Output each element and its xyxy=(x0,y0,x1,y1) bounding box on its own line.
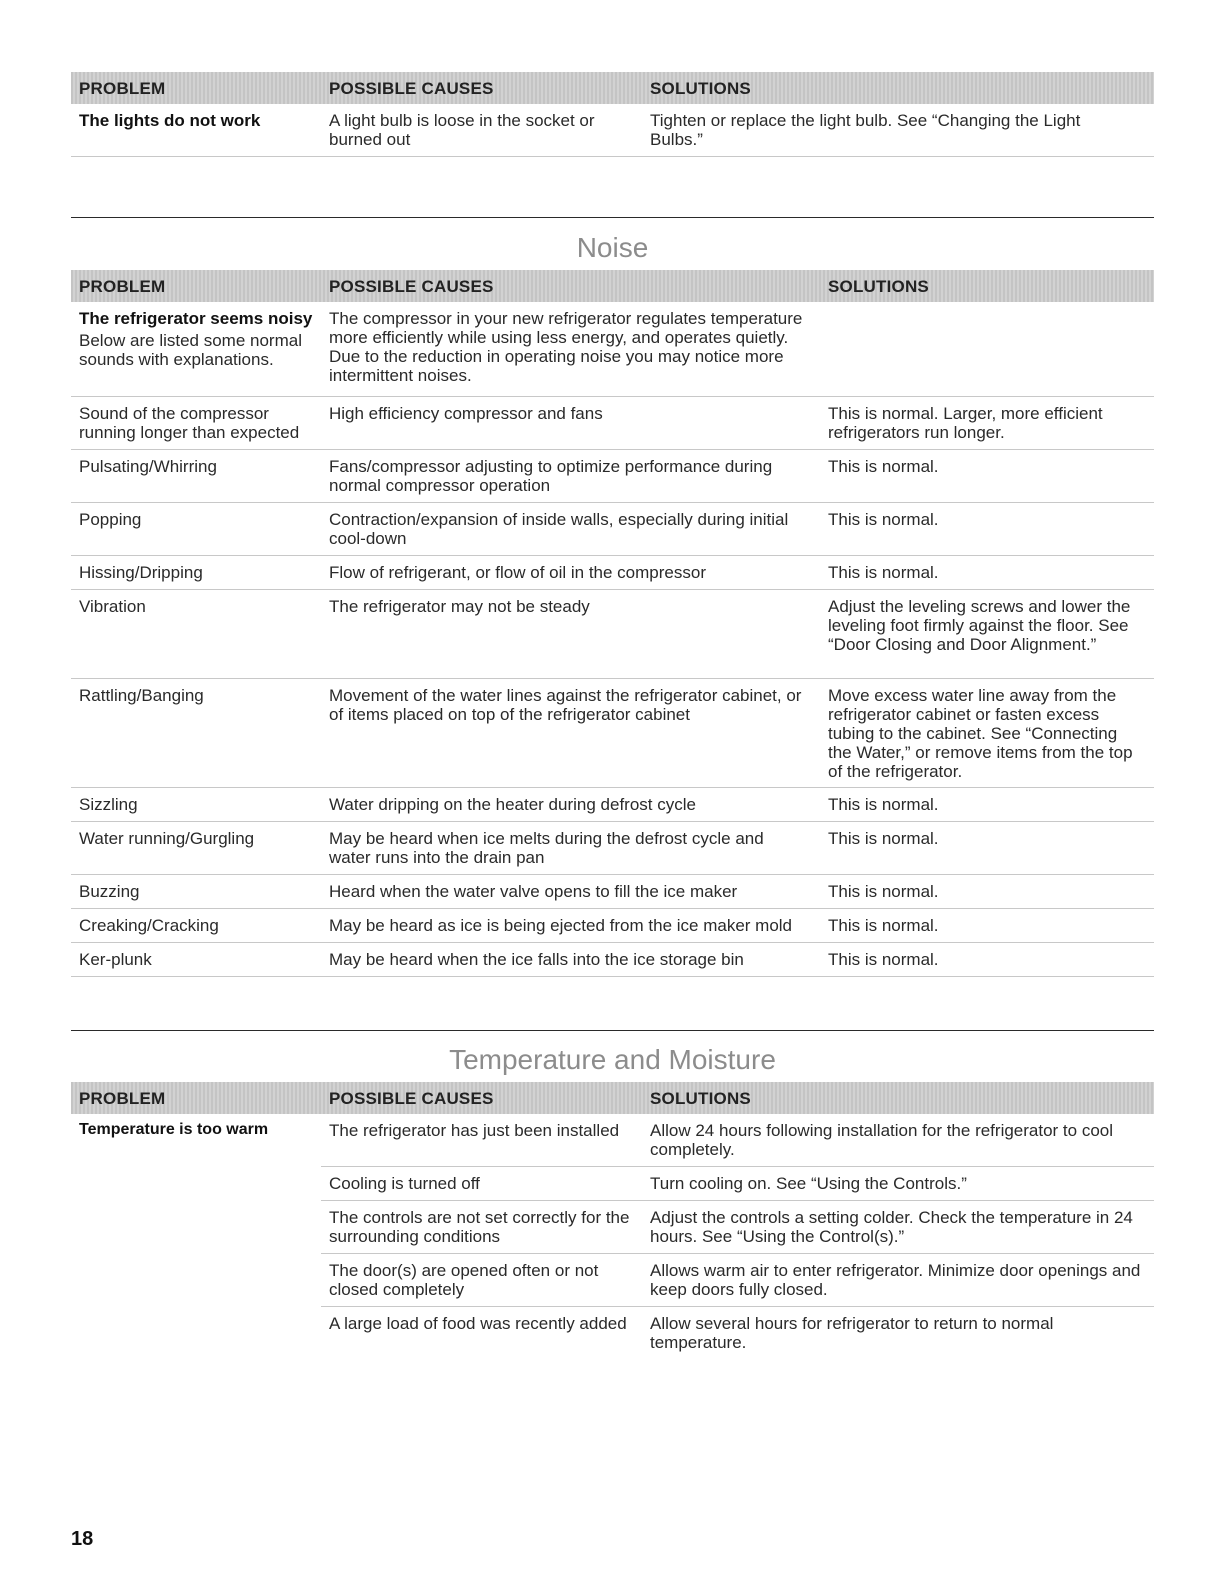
solution-cell: Allows warm air to enter refrigerator. Minimize door openings and keep doors fully closed. xyxy=(650,1261,1141,1299)
solution-cell: This is normal. xyxy=(828,916,939,935)
table-row xyxy=(71,302,1154,397)
table-row xyxy=(71,104,1154,157)
problem-cell: Rattling/Banging xyxy=(79,686,204,705)
cause-cell: The door(s) are opened often or not closed completely xyxy=(329,1261,599,1299)
noise-table xyxy=(71,270,1154,977)
cause-cell: High efficiency compressor and fans xyxy=(329,404,603,423)
table-row xyxy=(321,1307,1154,1359)
solution-cell: This is normal. xyxy=(828,563,939,582)
table-row xyxy=(321,1114,1154,1167)
cause-cell: A light bulb is loose in the socket or burned out xyxy=(329,111,595,149)
lights-table xyxy=(71,72,1154,157)
cause-cell: Flow of refrigerant, or flow of oil in the compressor xyxy=(329,563,706,582)
table-row xyxy=(71,788,1154,822)
problem-cell: Vibration xyxy=(79,597,146,616)
page-number: 18 xyxy=(71,1528,94,1550)
cause-cell: May be heard when the ice falls into the ice storage bin xyxy=(329,950,744,969)
solution-cell: This is normal. Larger, more efficient refrigerators run longer. xyxy=(828,404,1103,442)
header-problem: PROBLEM xyxy=(79,79,166,98)
table-row xyxy=(321,1254,1154,1307)
table-row xyxy=(71,590,1154,679)
problem-cell: Ker-plunk xyxy=(79,950,152,969)
solution-cell: This is normal. xyxy=(828,457,939,476)
temperature-body xyxy=(71,1114,1154,1399)
table-row xyxy=(71,556,1154,590)
cause-cell: Cooling is turned off xyxy=(329,1174,480,1193)
cause-cell: Heard when the water valve opens to fill the ice maker xyxy=(329,882,738,901)
table-header xyxy=(71,72,1154,104)
solution-cell: This is normal. xyxy=(828,510,939,529)
problem-cell: Hissing/Dripping xyxy=(79,563,203,582)
table-row xyxy=(71,822,1154,875)
cause-cell: A large load of food was recently added xyxy=(329,1314,627,1333)
solution-cell: Turn cooling on. See “Using the Controls.” xyxy=(650,1174,967,1193)
header-problem: PROBLEM xyxy=(79,1089,166,1108)
table-header xyxy=(71,270,1154,302)
section-title-noise: Noise xyxy=(576,232,649,263)
header-causes: POSSIBLE CAUSES xyxy=(329,79,494,98)
solution-cell: Allow several hours for refrigerator to return to normal temperature. xyxy=(650,1314,1054,1352)
problem-cell: Creaking/Cracking xyxy=(79,916,219,935)
problem-cell: Water running/Gurgling xyxy=(79,829,255,848)
solution-cell: This is normal. xyxy=(828,950,939,969)
problem-cell: Pulsating/Whirring xyxy=(79,457,217,476)
cause-cell: Contraction/expansion of inside walls, especially during initial cool-down xyxy=(329,510,789,548)
header-causes: POSSIBLE CAUSES xyxy=(329,277,494,296)
problem-cell: The lights do not work xyxy=(79,111,261,130)
problem-title: The refrigerator seems noisy xyxy=(79,309,313,328)
solution-cell: This is normal. xyxy=(828,829,939,848)
table-row xyxy=(71,909,1154,943)
solution-cell: Move excess water line away from the refrigerator cabinet or fasten excess tubing to the cabinet. See “Connecting the Water,” or remove items from the top of the refrigerator. xyxy=(828,686,1133,781)
problem-cell: Temperature is too warm xyxy=(79,1121,269,1138)
table-row xyxy=(71,875,1154,909)
table-row xyxy=(71,679,1154,788)
solution-cell: Adjust the leveling screws and lower the leveling foot firmly against the floor. See “Door Closing and Door Alignment.” xyxy=(828,597,1131,654)
solution-cell: This is normal. xyxy=(828,882,939,901)
cause-cell: The refrigerator may not be steady xyxy=(329,597,590,616)
problem-cell: Sound of the compressor running longer than expected xyxy=(79,404,300,442)
problem-note: Below are listed some normal sounds with explanations. xyxy=(79,331,302,369)
cause-cell: The controls are not set correctly for the surrounding conditions xyxy=(329,1208,630,1246)
table-row xyxy=(71,397,1154,450)
cause-cell: The compressor in your new refrigerator regulates temperature more efficiently while using less energy, and operates quietly. Due to the reduction in operating noise you may notice more intermittent noises. xyxy=(329,309,803,385)
problem-cell: Popping xyxy=(79,510,142,529)
header-problem: PROBLEM xyxy=(79,277,166,296)
table-header xyxy=(71,1082,1154,1114)
cause-list xyxy=(321,1114,1154,1359)
table-row xyxy=(321,1167,1154,1201)
table-row xyxy=(321,1201,1154,1254)
table-row xyxy=(71,503,1154,556)
problem-cell: Sizzling xyxy=(79,795,138,814)
cause-cell: Movement of the water lines against the refrigerator cabinet, or of items placed on top of the refrigerator cabinet xyxy=(329,686,802,724)
cause-cell: Water dripping on the heater during defrost cycle xyxy=(329,795,696,814)
problem-cell xyxy=(79,309,319,369)
cause-cell: The refrigerator has just been installed xyxy=(329,1121,620,1140)
problem-cell: Buzzing xyxy=(79,882,140,901)
header-causes: POSSIBLE CAUSES xyxy=(329,1089,494,1108)
cause-cell: May be heard as ice is being ejected from the ice maker mold xyxy=(329,916,793,935)
solution-cell: Adjust the controls a setting colder. Check the temperature in 24 hours. See “Using the Control(s).” xyxy=(650,1208,1133,1246)
solution-cell: Tighten or replace the light bulb. See “Changing the Light Bulbs.” xyxy=(650,111,1081,149)
cause-cell: Fans/compressor adjusting to optimize performance during normal compressor operation xyxy=(329,457,773,495)
table-row xyxy=(71,943,1154,977)
section-divider xyxy=(71,1030,1154,1031)
temperature-table xyxy=(71,1082,1154,1399)
cause-cell: May be heard when ice melts during the defrost cycle and water runs into the drain pan xyxy=(329,829,764,867)
solution-cell: This is normal. xyxy=(828,795,939,814)
header-solutions: SOLUTIONS xyxy=(650,79,751,98)
header-solutions: SOLUTIONS xyxy=(828,277,929,296)
solution-cell: Allow 24 hours following installation for the refrigerator to cool completely. xyxy=(650,1121,1114,1159)
table-row xyxy=(71,450,1154,503)
section-title-temperature: Temperature and Moisture xyxy=(449,1044,776,1075)
section-divider xyxy=(71,217,1154,218)
header-solutions: SOLUTIONS xyxy=(650,1089,751,1108)
